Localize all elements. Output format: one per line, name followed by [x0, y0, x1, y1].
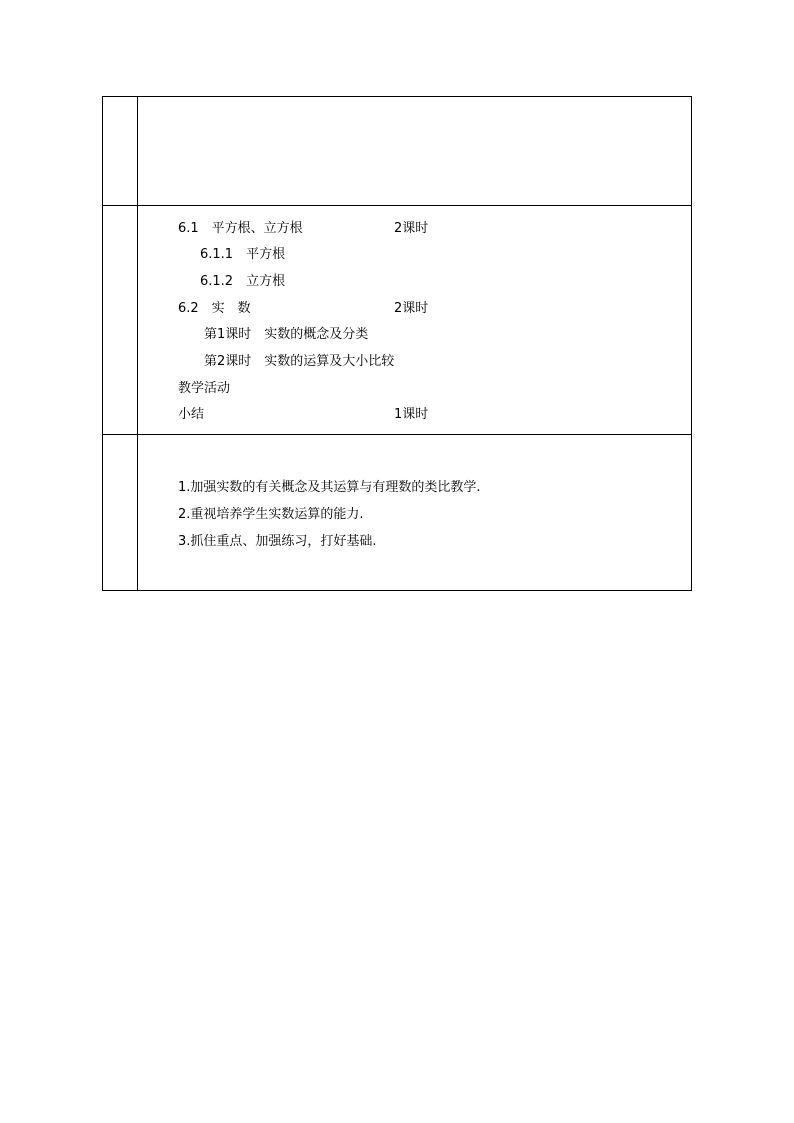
row-label-cell — [103, 206, 138, 435]
outline-cell — [138, 206, 692, 435]
outline-hours: 2课时 — [394, 301, 429, 316]
outline-hours: 2课时 — [394, 221, 429, 236]
lesson-plan-table — [102, 96, 692, 591]
suggestion-item: 1.加强实数的有关概念及其运算与有理数的类比教学. — [178, 480, 481, 495]
table-row-outline — [103, 206, 692, 435]
outline-subitem: 第2课时 实数的运算及大小比较 — [204, 354, 395, 369]
suggestions-cell — [138, 435, 692, 591]
outline-item: 小结 — [178, 407, 205, 422]
outline-item: 6.2 实 数 — [178, 301, 251, 316]
table-row-suggestions — [103, 435, 692, 591]
empty-content-cell — [138, 97, 692, 206]
row-label-cell — [103, 97, 138, 206]
table-row-top — [103, 97, 692, 206]
outline-item: 教学活动 — [178, 381, 231, 396]
outline-item: 6.1 平方根、立方根 — [178, 221, 303, 236]
suggestion-item: 2.重视培养学生实数运算的能力. — [178, 507, 364, 522]
outline-subitem: 6.1.2 立方根 — [200, 274, 286, 289]
outline-hours: 1课时 — [394, 407, 429, 422]
row-label-cell — [103, 435, 138, 591]
suggestion-item: 3.抓住重点、加强练习，打好基础. — [178, 534, 377, 549]
outline-subitem: 第1课时 实数的概念及分类 — [204, 327, 369, 342]
outline-subitem: 6.1.1 平方根 — [200, 247, 286, 262]
